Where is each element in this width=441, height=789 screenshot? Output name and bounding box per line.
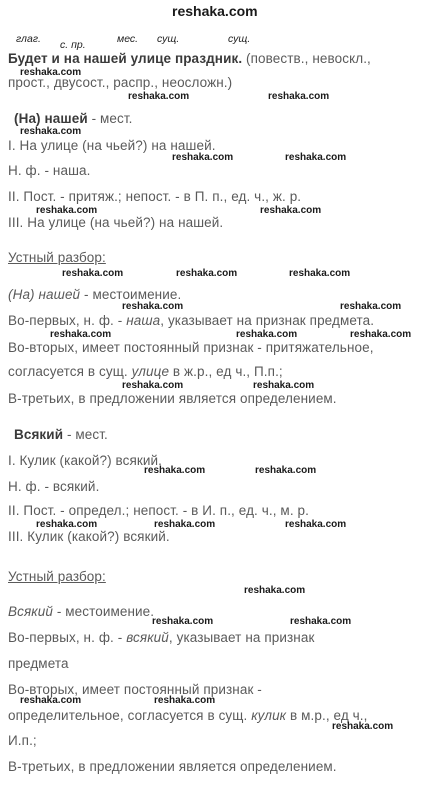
word2-heading-word: Всякий [14, 427, 64, 442]
watermark: reshaka.com [176, 268, 238, 279]
watermark: reshaka.com [253, 380, 315, 391]
sentence-characteristics-1: (повеств., невоскл., [246, 51, 371, 66]
sentence-characteristics-2: прост., двусост., распр., неосложн.) [8, 75, 233, 90]
word2-line-2: Н. ф. - всякий. [8, 479, 100, 494]
oral1-p2-b: , указывает на признак предмета. [160, 313, 375, 328]
watermark: reshaka.com [20, 695, 82, 706]
watermark: reshaka.com [260, 205, 322, 216]
word1-heading [14, 111, 133, 126]
word1-heading-word: (На) нашей [14, 111, 88, 126]
annotation-verb: глаг. [16, 33, 41, 45]
annotation-noun-1: сущ. [157, 33, 180, 45]
word2-heading [14, 427, 108, 442]
watermark: reshaka.com [36, 519, 98, 530]
watermark: reshaka.com [50, 329, 112, 340]
oral1-paragraph-1 [8, 287, 181, 302]
annotation-preposition: с. пр. [60, 39, 86, 51]
watermark-top: reshaka.com [172, 3, 258, 19]
oral2-p2-b: , указывает на признак [168, 630, 315, 645]
watermark: reshaka.com [285, 152, 347, 163]
watermark: reshaka.com [152, 616, 214, 627]
annotation-noun-2: сущ. [228, 33, 251, 45]
watermark: reshaka.com [36, 205, 98, 216]
watermark: reshaka.com [268, 91, 330, 102]
watermark: reshaka.com [62, 268, 124, 279]
oral2-paragraph-4: В-третьих, в предложении является определением. [8, 759, 337, 774]
watermark: reshaka.com [144, 465, 206, 476]
oral1-title: Устный разбор: [8, 250, 106, 265]
oral1-p1-italic: (На) нашей [8, 287, 81, 302]
watermark: reshaka.com [289, 268, 351, 279]
word2-heading-rest: - мест. [63, 427, 108, 442]
oral1-p3-c: в ж.р., ед ч., П.п.; [169, 364, 283, 379]
watermark: reshaka.com [20, 126, 82, 137]
watermark: reshaka.com [332, 721, 394, 732]
oral2-title: Устный разбор: [8, 569, 106, 584]
watermark: reshaka.com [128, 91, 190, 102]
oral1-p2-italic: наша [126, 313, 161, 328]
oral1-p2-a: Во-первых, н. ф. - [8, 313, 127, 328]
word1-line-3: II. Пост. - притяж.; непост. - в П. п., ед. ч., ж. р. [8, 189, 302, 204]
watermark: reshaka.com [122, 380, 184, 391]
oral2-p2-italic: всякий [126, 630, 169, 645]
word2-line-3: II. Пост. - определ.; непост. - в И. п., ед. ч., м. р. [8, 503, 309, 518]
oral2-paragraph-3c: И.п.; [8, 733, 37, 748]
sentence-line-1 [8, 51, 371, 66]
oral1-p3-italic: улице [131, 364, 170, 379]
oral2-p3-c: в м.р., ед ч., [286, 708, 368, 723]
word1-line-2: Н. ф. - наша. [8, 163, 91, 178]
oral2-paragraph-1 [8, 604, 154, 619]
watermark: reshaka.com [172, 152, 234, 163]
word1-heading-rest: - мест. [87, 111, 133, 126]
word1-line-1: I. На улице (на чьей?) на нашей. [8, 138, 216, 153]
word2-line-4: III. Кулик (какой?) всякий. [8, 529, 170, 544]
oral2-p1-italic: Всякий [8, 604, 53, 619]
watermark: reshaka.com [154, 519, 216, 530]
oral2-paragraph-3a: Во-вторых, имеет постоянный признак - [8, 682, 262, 697]
watermark: reshaka.com [154, 695, 216, 706]
oral1-p3-b: согласуется в сущ. [8, 364, 132, 379]
oral2-p1-rest: - местоимение. [52, 604, 155, 619]
oral1-paragraph-3b [8, 364, 283, 379]
watermark: reshaka.com [236, 329, 298, 340]
watermark: reshaka.com [20, 67, 82, 78]
oral1-paragraph-2 [8, 313, 374, 328]
watermark: reshaka.com [290, 616, 352, 627]
watermark: reshaka.com [255, 465, 317, 476]
oral2-paragraph-3b [8, 708, 368, 723]
word1-line-4: III. На улице (на чьей?) на нашей. [8, 215, 224, 230]
word2-line-1: I. Кулик (какой?) всякий. [8, 453, 163, 468]
oral1-paragraph-3a: Во-вторых, имеет постоянный признак - притяжательное, [8, 340, 374, 355]
oral1-p1-rest: - местоимение. [80, 287, 182, 302]
watermark: reshaka.com [350, 329, 412, 340]
watermark: reshaka.com [285, 519, 347, 530]
annotation-pronoun: мес. [117, 33, 139, 45]
oral2-paragraph-2b: предмета [8, 656, 69, 671]
watermark: reshaka.com [244, 585, 306, 596]
sentence-main: Будет и на нашей улице праздник. [8, 51, 243, 66]
oral2-p2-a: Во-первых, н. ф. - [8, 630, 127, 645]
oral1-paragraph-4: В-третьих, в предложении является определением. [8, 391, 337, 406]
oral2-p3-b: определительное, согласуется в сущ. [8, 708, 252, 723]
watermark: reshaka.com [340, 301, 402, 312]
oral2-paragraph-2a [8, 630, 314, 645]
oral2-p3-italic: кулик [251, 708, 287, 723]
watermark: reshaka.com [122, 301, 184, 312]
